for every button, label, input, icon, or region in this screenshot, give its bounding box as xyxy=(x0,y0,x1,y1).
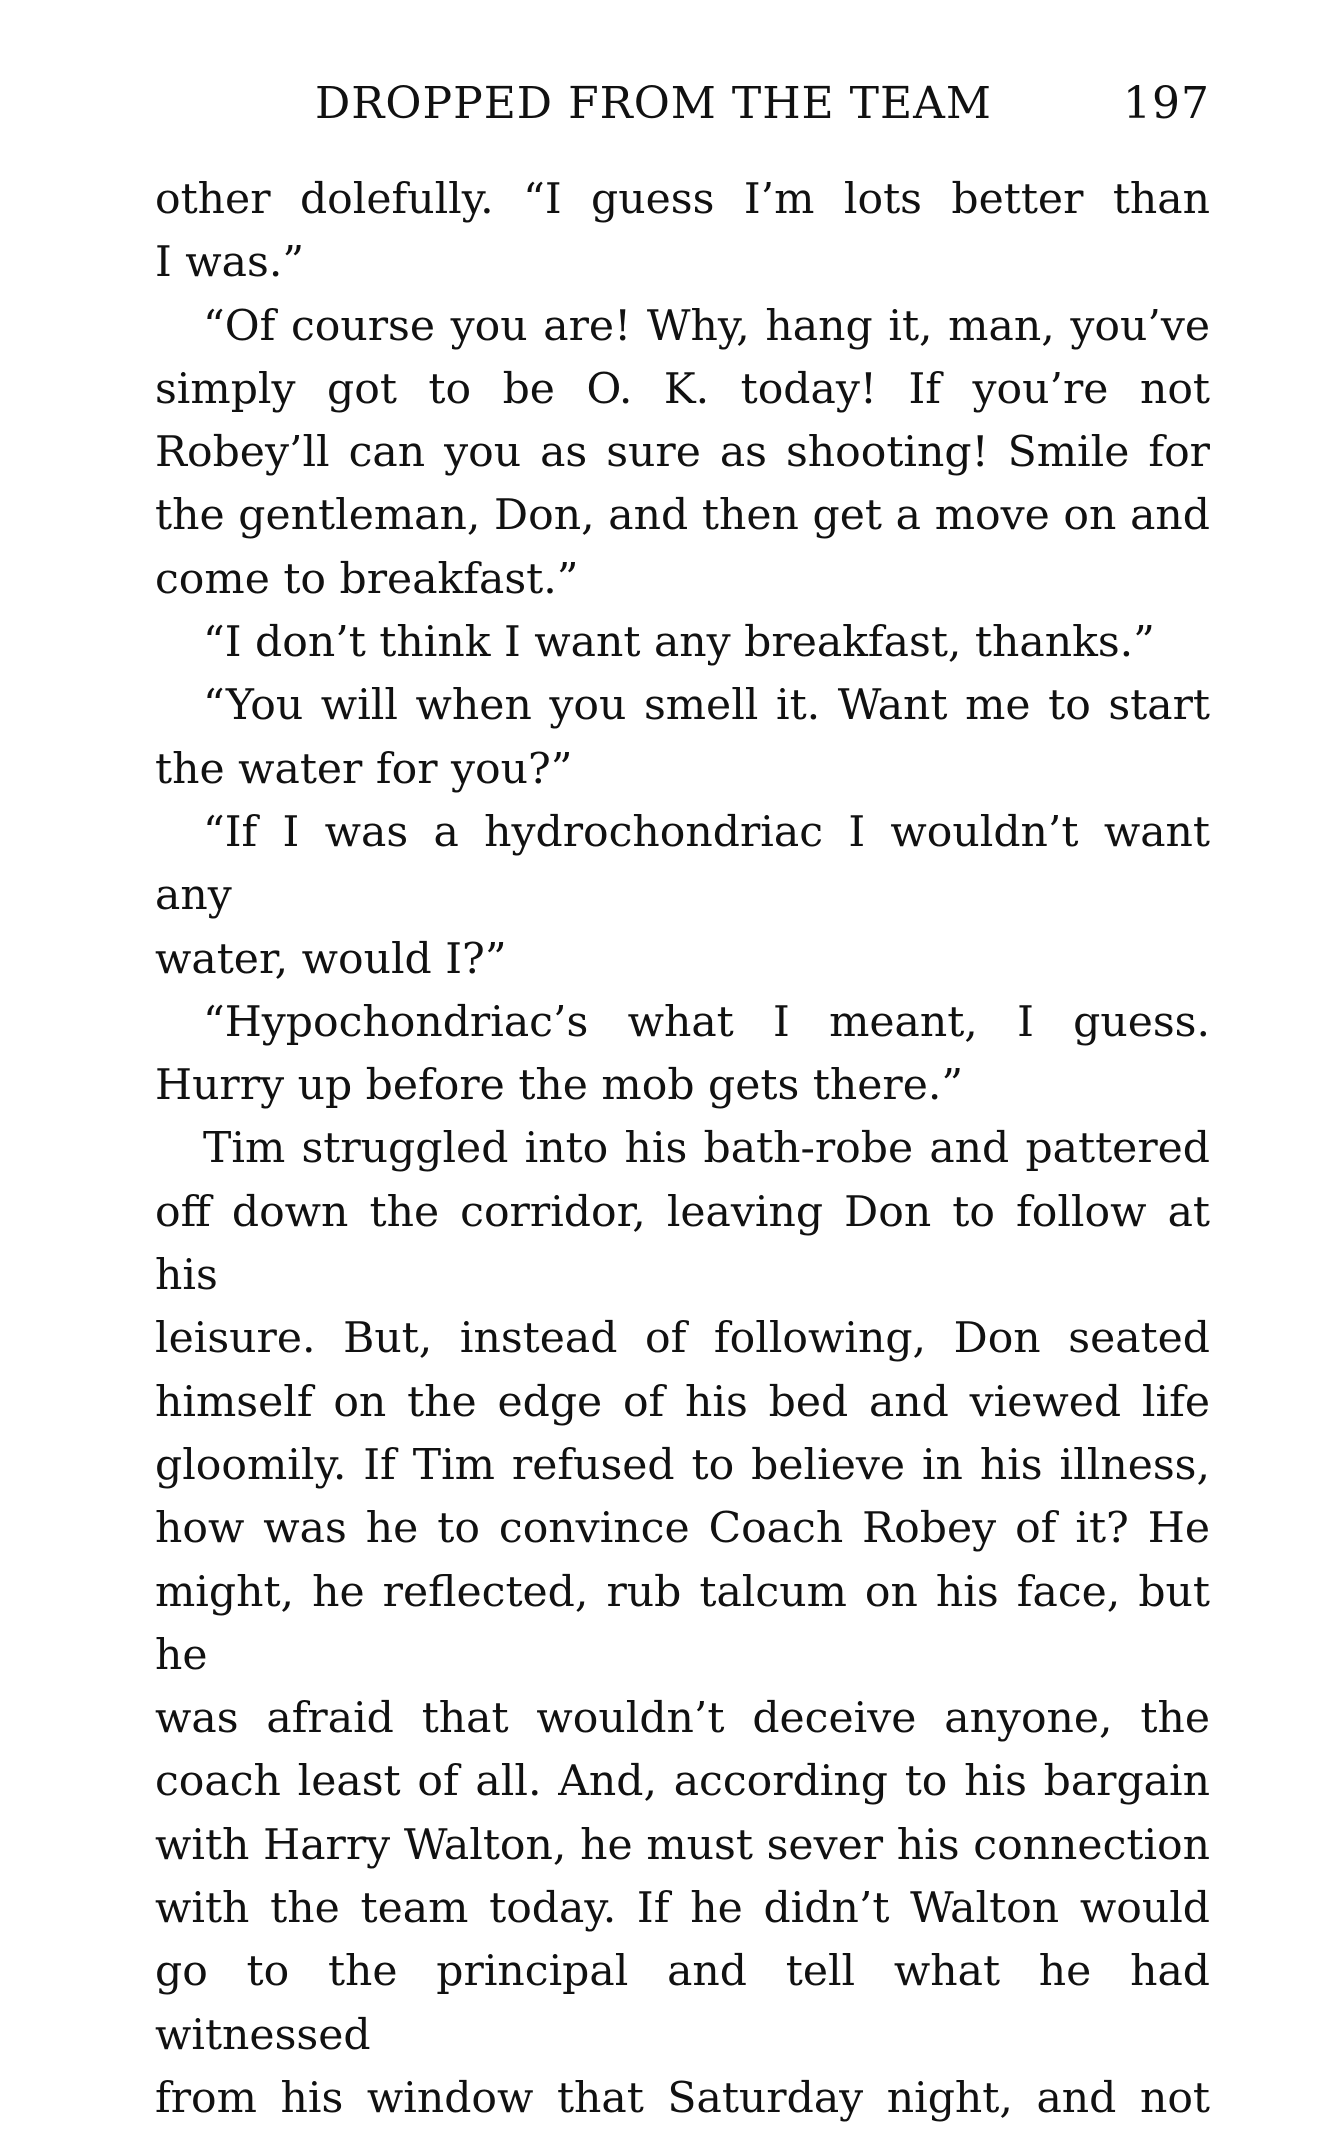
text-line: with Harry Walton, he must sever his connection xyxy=(155,1820,1210,1870)
text-line: “If I was a hydrochondriac I wouldn’t want any xyxy=(155,807,1210,921)
text-line: Robey’ll can you as sure as shooting! Smile for xyxy=(155,428,1210,478)
text-line: the water for you?” xyxy=(155,744,573,794)
text-line: might, he reflected, rub talcum on his face, but he xyxy=(155,1567,1210,1680)
text-line: was afraid that wouldn’t deceive anyone, the xyxy=(155,1694,1210,1744)
chapter-title: DROPPED FROM THE TEAM xyxy=(315,78,992,129)
text-line: “You will when you smell it. Want me to start xyxy=(203,681,1210,731)
text-line: other dolefully. “I guess I’m lots better than xyxy=(155,175,1210,224)
text-line: “I don’t think I want any breakfast, thanks.” xyxy=(203,618,1155,668)
text-line: coach least of all. And, according to his bargain xyxy=(155,1757,1210,1807)
text-line: the gentleman, Don, and then get a move on and xyxy=(155,491,1210,541)
text-line: Hurry up before the mob gets there.” xyxy=(155,1061,964,1111)
text-line: off down the corridor, leaving Don to follow at his xyxy=(155,1187,1210,1301)
text-line: gloomily. If Tim refused to believe in his illness, xyxy=(155,1440,1210,1490)
text-line: from his window that Saturday night, and not xyxy=(155,2073,1210,2123)
text-line: I was.” xyxy=(155,238,305,288)
running-head xyxy=(155,78,1210,138)
text-line: how was he to convince Coach Robey of it? He xyxy=(155,1504,1210,1554)
text-line: come to breakfast.” xyxy=(155,554,579,604)
text-line: go to the principal and tell what he had witnessed xyxy=(155,1947,1210,2060)
text-line: “Hypochondriac’s what I meant, I guess. xyxy=(203,997,1210,1047)
text-line: Tim struggled into his bath-robe and pattered xyxy=(203,1124,1210,1174)
text-line: himself on the edge of his bed and viewed life xyxy=(155,1377,1210,1427)
page-number: 197 xyxy=(1123,78,1210,129)
text-line: water, would I?” xyxy=(155,934,507,984)
text-line: “Of course you are! Why, hang it, man, you’ve xyxy=(203,301,1210,351)
text-line: leisure. But, instead of following, Don seated xyxy=(155,1314,1210,1364)
body-text xyxy=(155,168,1210,2130)
text-line: with the team today. If he didn’t Walton would xyxy=(155,1884,1210,1934)
text-line: simply got to be O. K. today! If you’re not xyxy=(155,364,1210,414)
